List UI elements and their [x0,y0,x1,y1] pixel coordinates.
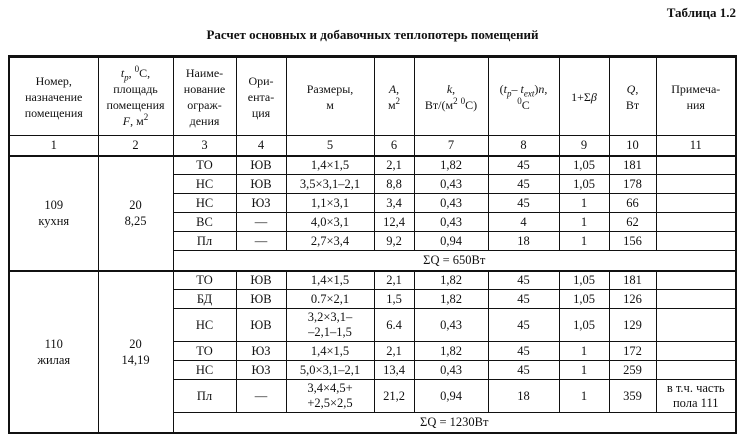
note-cell [656,271,736,290]
note-cell: в т.ч. часть пола 111 [656,380,736,413]
enclosure-cell: НС [173,175,236,194]
beta-cell: 1 [559,194,609,213]
column-number: 3 [173,136,236,156]
room-area: 8,25 [124,214,147,228]
k-cell: 0,43 [414,194,488,213]
q-cell: 129 [609,309,656,342]
header-col-5: Размеры, м [286,57,374,136]
note-cell [656,194,736,213]
area-a-cell: 13,4 [374,361,414,380]
room-temp: 20 [129,198,142,212]
header-col-8: ($t_p-$ $t_{ext})n$, $^0$С [488,57,559,136]
header-col-11: Примеча- ния [656,57,736,136]
q-cell: 259 [609,361,656,380]
size-cell: 4,0×3,1 [286,213,374,232]
room-purpose: кухня [38,214,70,228]
column-number: 4 [236,136,286,156]
area-a-cell: 2,1 [374,271,414,290]
dt-cell: 45 [488,361,559,380]
area-a-cell: 2,1 [374,156,414,175]
q-cell: 181 [609,271,656,290]
dt-cell: 45 [488,342,559,361]
orientation-cell: ЮВ [236,175,286,194]
note-cell [656,156,736,175]
beta-cell: 1,05 [559,309,609,342]
enclosure-cell: НС [173,194,236,213]
orientation-cell: — [236,380,286,413]
room-cell [9,156,98,271]
q-cell: 126 [609,290,656,309]
size-cell: 1,4×1,5 [286,271,374,290]
column-number: 7 [414,136,488,156]
beta-cell: 1 [559,232,609,251]
column-number: 9 [559,136,609,156]
column-number: 2 [98,136,173,156]
room-temp: 20 [129,336,142,351]
area-a-cell: 8,8 [374,175,414,194]
size-cell: 3,2×3,1– –2,1–1,5 [286,309,374,342]
area-a-cell: 6.4 [374,309,414,342]
room-total-cell: ΣQ = 1230Вт [173,413,736,433]
k-cell: 0,43 [414,175,488,194]
dt-cell: 45 [488,175,559,194]
header-col-1: Номер, назначение помещения [9,57,98,136]
beta-cell: 1 [559,342,609,361]
q-cell: 181 [609,156,656,175]
size-cell: 1,4×1,5 [286,342,374,361]
room-number: 110 [44,336,63,351]
q-cell: 178 [609,175,656,194]
enclosure-cell: Пл [173,232,236,251]
size-cell: 1,4×1,5 [286,156,374,175]
enclosure-cell: НС [173,361,236,380]
room-cell [9,271,98,433]
q-cell: 156 [609,232,656,251]
dt-cell: 45 [488,290,559,309]
k-cell: 0,94 [414,232,488,251]
q-cell: 66 [609,194,656,213]
enclosure-cell: Пл [173,380,236,413]
k-cell: 0,43 [414,361,488,380]
dt-cell: 4 [488,213,559,232]
k-cell: 1,82 [414,290,488,309]
dt-cell: 45 [488,309,559,342]
orientation-cell: ЮВ [236,290,286,309]
dt-cell: 45 [488,156,559,175]
area-a-cell: 2,1 [374,342,414,361]
header-col-6: A, $м^2$ [374,57,414,136]
enclosure-cell: ВС [173,213,236,232]
column-number: 11 [656,136,736,156]
note-cell [656,309,736,342]
note-cell [656,290,736,309]
header-col-2: $t_p$, $^0$С, площадь помещения F, $м^2$ [98,57,173,136]
enclosure-cell: ТО [173,342,236,361]
column-number: 10 [609,136,656,156]
beta-cell: 1,05 [559,175,609,194]
temp-area-cell [98,271,173,433]
column-number: 6 [374,136,414,156]
size-cell: 3,5×3,1–2,1 [286,175,374,194]
note-cell [656,232,736,251]
orientation-cell: ЮВ [236,309,286,342]
k-cell: 1,82 [414,342,488,361]
beta-cell: 1,05 [559,156,609,175]
beta-cell: 1 [559,380,609,413]
enclosure-cell: БД [173,290,236,309]
note-cell [656,342,736,361]
area-a-cell: 12,4 [374,213,414,232]
k-cell: 0,94 [414,380,488,413]
dt-cell: 18 [488,232,559,251]
enclosure-cell: НС [173,309,236,342]
k-cell: 0,43 [414,309,488,342]
dt-cell: 45 [488,194,559,213]
area-a-cell: 9,2 [374,232,414,251]
q-cell: 62 [609,213,656,232]
orientation-cell: — [236,213,286,232]
k-cell: 0,43 [414,213,488,232]
header-col-7: k, $Вт/(м^2$ $^0$С) [414,57,488,136]
beta-cell: 1,05 [559,271,609,290]
size-cell: 5,0×3,1–2,1 [286,361,374,380]
dt-cell: 45 [488,271,559,290]
orientation-cell: — [236,232,286,251]
area-a-cell: 1,5 [374,290,414,309]
area-a-cell: 21,2 [374,380,414,413]
k-cell: 1,82 [414,156,488,175]
temp-area-cell [98,156,173,271]
orientation-cell: ЮЗ [236,342,286,361]
room-purpose: жилая [37,352,71,367]
q-cell: 359 [609,380,656,413]
enclosure-cell: ТО [173,271,236,290]
enclosure-cell: ТО [173,156,236,175]
column-number: 8 [488,136,559,156]
beta-cell: 1 [559,361,609,380]
note-cell [656,175,736,194]
size-cell: 3,4×4,5+ +2,5×2,5 [286,380,374,413]
orientation-cell: ЮВ [236,271,286,290]
table-number-label: Таблица 1.2 [666,5,736,20]
heat-loss-table [8,55,737,434]
orientation-cell: ЮЗ [236,194,286,213]
size-cell: 2,7×3,4 [286,232,374,251]
q-cell: 172 [609,342,656,361]
header-col-4: Ори- ента- ция [236,57,286,136]
k-cell: 1,82 [414,271,488,290]
orientation-cell: ЮЗ [236,361,286,380]
size-cell: 1,1×3,1 [286,194,374,213]
beta-cell: 1,05 [559,290,609,309]
header-col-10: Q, Вт [609,57,656,136]
beta-cell: 1 [559,213,609,232]
document-title: Расчет основных и добавочных теплопотерь помещений [206,27,539,42]
header-col-3: Наиме- нование ограж- дения [173,57,236,136]
area-a-cell: 3,4 [374,194,414,213]
size-cell: 0.7×2,1 [286,290,374,309]
column-number: 5 [286,136,374,156]
dt-cell: 18 [488,380,559,413]
note-cell [656,361,736,380]
room-total-cell: ΣQ = 650Вт [173,251,736,271]
header-col-9: 1+Σβ [559,57,609,136]
room-area: 14,19 [121,352,150,367]
column-number: 1 [9,136,98,156]
note-cell [656,213,736,232]
orientation-cell: ЮВ [236,156,286,175]
room-number: 109 [44,198,64,212]
